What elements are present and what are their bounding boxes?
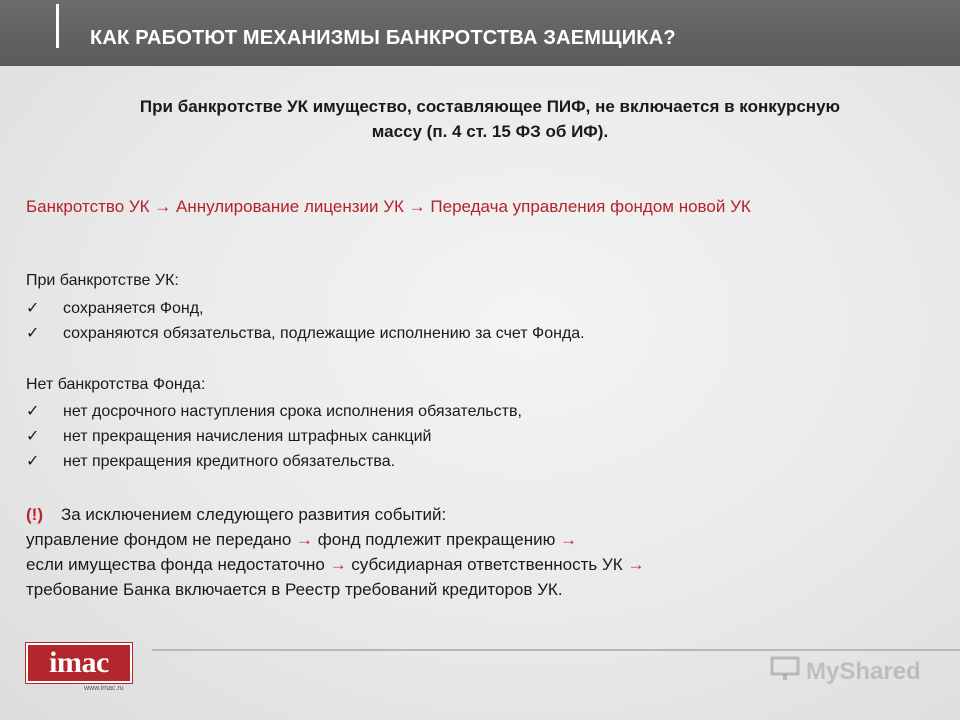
checkmark-icon: ✓ — [26, 403, 40, 420]
footer-divider — [152, 649, 960, 651]
exception-line-text: управление фондом не передано — [26, 530, 297, 549]
arrow-icon: → — [560, 530, 578, 549]
intro-line-1: При банкротстве УК имущество, составляющее ПИФ, не включается в конкурсную — [139, 97, 841, 116]
list-item-label: нет прекращения кредитного обязательства. — [63, 453, 396, 470]
checkmark-icon: ✓ — [26, 428, 40, 445]
arrow-icon: → — [296, 530, 314, 549]
imac-logo — [26, 643, 132, 683]
intro-line-2: массу (п. 4 ст. 15 ФЗ об ИФ). — [371, 122, 609, 141]
exception-text: За исключением следующего развития событий: — [60, 505, 447, 524]
checkmark-icon: ✓ — [26, 325, 40, 342]
exception-line — [26, 530, 577, 550]
arrow-icon: → — [627, 555, 645, 574]
section-fund-heading: Нет банкротства Фонда: — [26, 376, 206, 393]
checkmark-icon: ✓ — [26, 300, 40, 317]
logo-url: www.imac.ru — [84, 685, 124, 692]
header-divider — [56, 4, 59, 48]
exception-line-tail: фонд подлежит прекращению — [313, 530, 561, 549]
page-title: КАК РАБОТЮТ МЕХАНИЗМЫ БАНКРОТСТВА ЗАЕМЩИКА? — [90, 27, 676, 49]
header-bar — [0, 0, 960, 66]
logo-text: imac — [49, 646, 109, 679]
exception-line-tail: субсидиарная ответственность УК — [346, 555, 628, 574]
list-item-label: сохраняется Фонд, — [63, 300, 204, 317]
process-chain: Банкротство УК → Аннулирование лицензии УК → Передача управления фондом новой УК — [26, 197, 751, 216]
arrow-icon: → — [329, 555, 347, 574]
list-item-label: нет прекращения начисления штрафных санкций — [63, 428, 432, 445]
exception-line — [26, 555, 644, 575]
section-uk-heading: При банкротстве УК: — [26, 272, 179, 289]
intro-statement — [40, 94, 940, 144]
list-item-label: нет досрочного наступления срока исполнения обязательств, — [63, 403, 522, 420]
exception-line — [26, 580, 563, 600]
exception-heading — [26, 505, 446, 525]
exception-line-text: требование Банка включается в Реестр требований кредиторов УК. — [26, 580, 563, 599]
presentation-icon — [770, 656, 800, 682]
checkmark-icon: ✓ — [26, 453, 40, 470]
watermark-text: MyShared — [806, 658, 921, 685]
exception-mark: (!) — [26, 505, 43, 524]
exception-line-text: если имущества фонда недостаточно — [26, 555, 330, 574]
list-item-label: сохраняются обязательства, подлежащие исполнению за счет Фонда. — [63, 325, 585, 342]
